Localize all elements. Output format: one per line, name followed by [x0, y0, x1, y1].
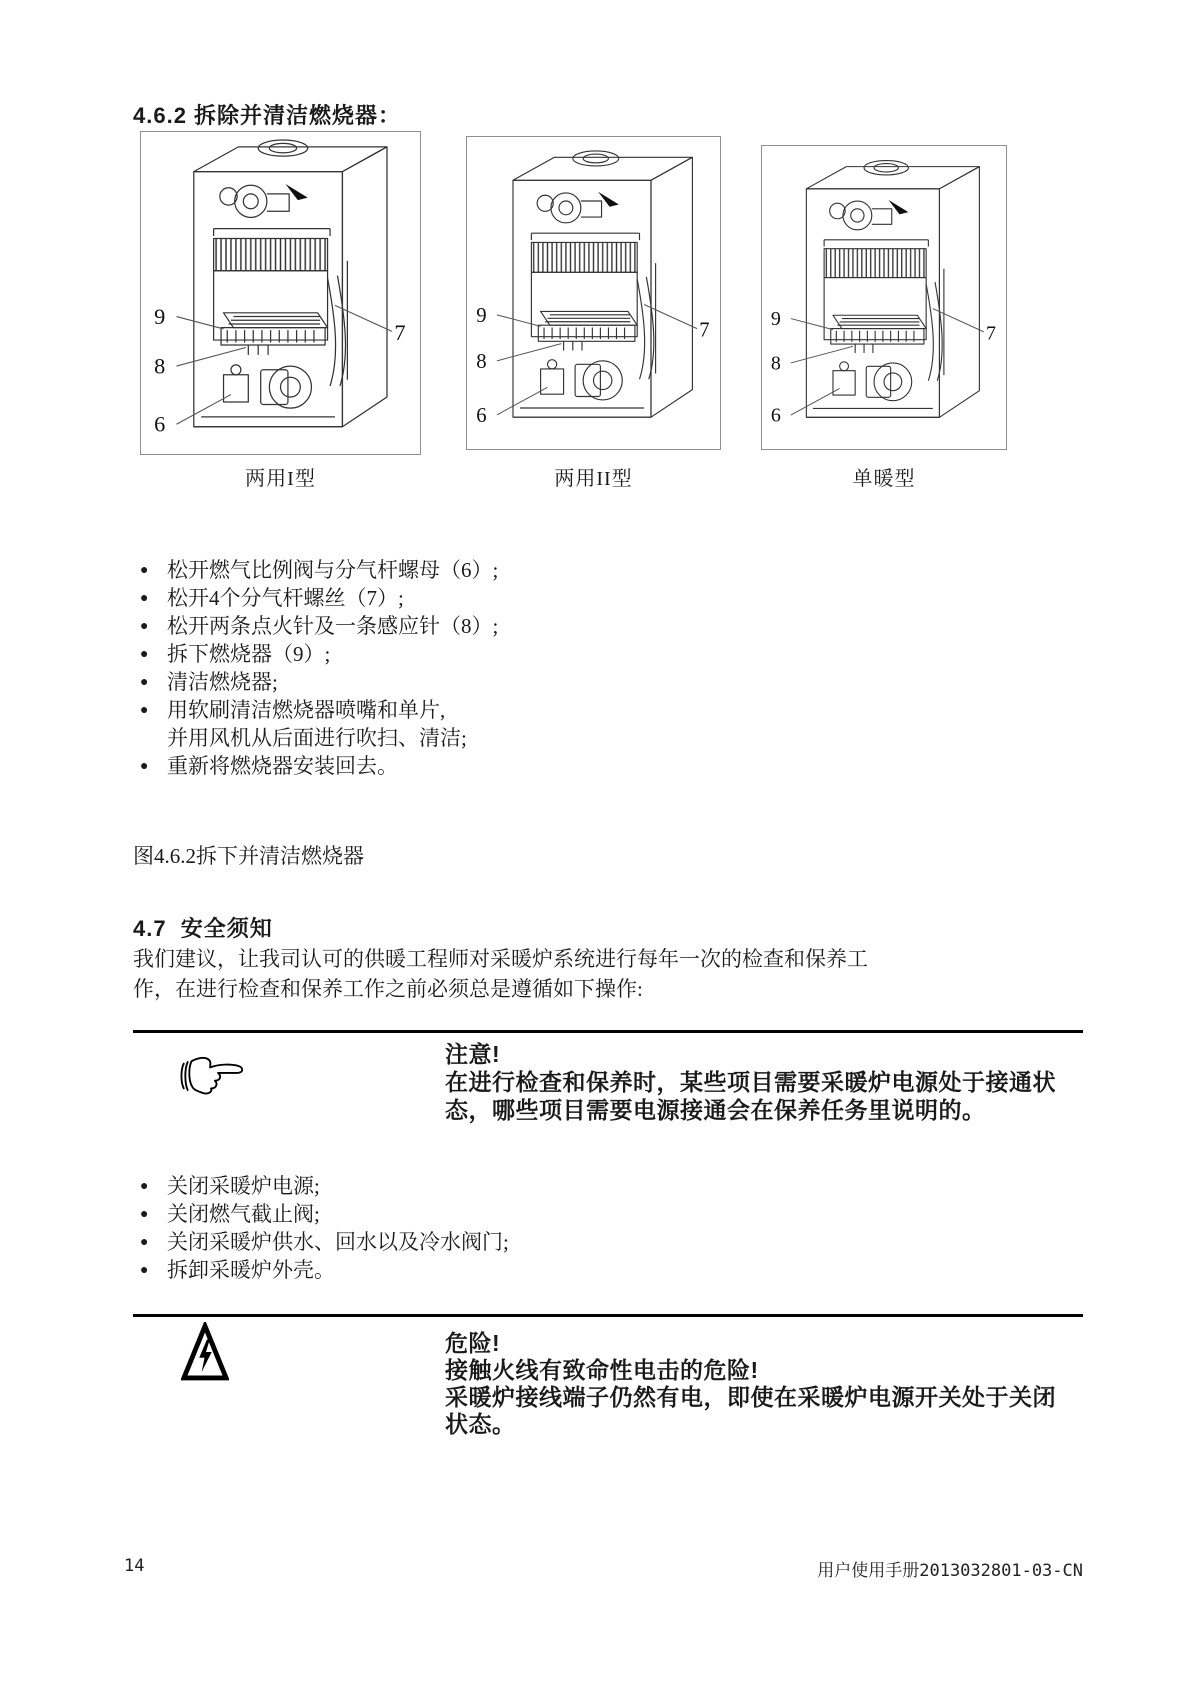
figure-box-dual-1 [140, 131, 421, 455]
page-number: 14 [124, 1556, 145, 1576]
section-heading-47: 4.7 安全须知 [133, 916, 273, 941]
step-item: ● 用软刷清洁燃烧器喷嘴和单片, [140, 696, 860, 724]
paragraph-line: 我们建议，让我司认可的供暖工程师对采暖炉系统进行每年一次的检查和保养工 [133, 947, 868, 971]
callout-6: 6 [770, 404, 781, 427]
section-heading-462: 4.6.2 拆除并清洁燃烧器： [133, 103, 402, 128]
precautions-list [140, 1172, 860, 1284]
step-item: ● 清洁燃烧器; [140, 668, 860, 696]
step-item: ● 松开燃气比例阀与分气杆螺母（6）; [140, 556, 860, 584]
figure-caption-heat-only: 单暖型 [852, 468, 916, 490]
burner-steps-list [140, 556, 860, 780]
step-item-continuation: 并用风机从后面进行吹扫、清洁; [167, 726, 467, 750]
callout-9: 9 [476, 304, 487, 327]
callout-9: 9 [770, 308, 781, 331]
figure-caption-dual-1: 两用I型 [245, 468, 316, 490]
callout-6: 6 [154, 411, 166, 437]
danger-divider [133, 1314, 1083, 1317]
note-line: 态，哪些项目需要电源接通会在保养任务里说明的。 [445, 1097, 986, 1123]
callout-7: 7 [986, 322, 997, 345]
danger-line: 采暖炉接线端子仍然有电，即使在采暖炉电源开关处于关闭 [445, 1384, 1056, 1410]
pointing-hand-icon [176, 1051, 246, 1101]
step-item: ● 松开4个分气杆螺丝（7）; [140, 584, 860, 612]
step-item: ● 拆下燃烧器（9）; [140, 640, 860, 668]
danger-block [445, 1330, 1093, 1438]
callout-8: 8 [476, 350, 487, 373]
precaution-item: ● 关闭采暖炉电源; [140, 1172, 860, 1200]
electric-hazard-icon [181, 1322, 229, 1382]
note-divider [133, 1030, 1083, 1033]
step-item: ● 重新将燃烧器安装回去。 [140, 752, 860, 780]
precaution-item: ● 拆卸采暖炉外壳。 [140, 1256, 860, 1284]
boiler-diagram-dual-1 [141, 132, 420, 454]
step-item: ● 松开两条点火针及一条感应针（8）; [140, 612, 860, 640]
note-block [445, 1040, 1093, 1124]
callout-8: 8 [770, 352, 781, 375]
callout-9: 9 [154, 303, 166, 329]
callout-7: 7 [394, 320, 406, 346]
paragraph-line: 作，在进行检查和保养工作之前必须总是遵循如下操作: [133, 977, 643, 1001]
precaution-item: ● 关闭采暖炉供水、回水以及冷水阀门; [140, 1228, 860, 1256]
boiler-diagram-heat-only [762, 146, 1006, 449]
note-line: 在进行检查和保养时，某些项目需要采暖炉电源处于接通状 [445, 1069, 1056, 1095]
doc-id: 用户使用手册2013032801-03-CN [817, 1561, 1083, 1581]
section-47-paragraph [133, 944, 1093, 1004]
note-title: 注意! [445, 1041, 501, 1067]
callout-6: 6 [476, 404, 487, 427]
precaution-item: ● 关闭燃气截止阀; [140, 1200, 860, 1228]
danger-line: 接触火线有致命性电击的危险! [445, 1357, 759, 1383]
danger-line: 状态。 [445, 1411, 516, 1437]
boiler-diagram-dual-2 [467, 137, 720, 449]
figure-ref-caption: 图4.6.2拆下并清洁燃烧器 [133, 844, 364, 868]
figure-caption-dual-2: 两用II型 [554, 468, 633, 490]
figure-box-dual-2 [466, 136, 721, 450]
callout-8: 8 [154, 353, 166, 379]
danger-title: 危险! [445, 1330, 501, 1356]
callout-7: 7 [699, 319, 710, 342]
figure-box-heat-only [761, 145, 1007, 450]
